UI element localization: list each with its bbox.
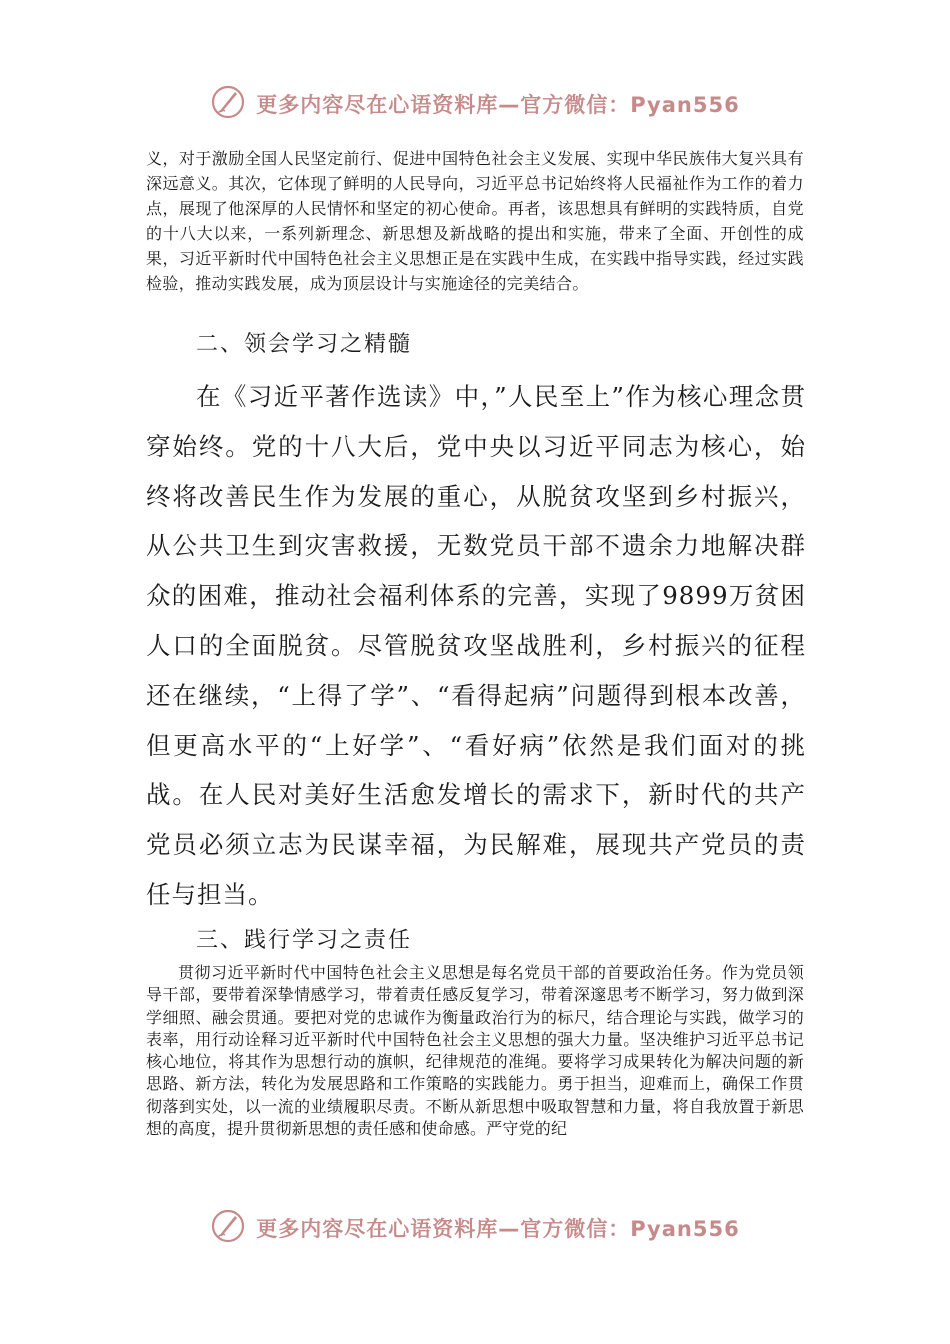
quill-circle-icon — [210, 1208, 246, 1248]
section-heading-2: 二、领会学习之精髓 — [196, 332, 413, 357]
footer-watermark-banner — [0, 1208, 950, 1248]
paragraph-section-3: 贯彻习近平新时代中国特色社会主义思想是每名党员干部的首要政治任务。作为党员领导干部，要带着深挚情感学习，带着责任感反复学习，带着深邃思考不断学习，努力做到深学细照、融会贯通。要把对党的忠诚作为衡量政治行为的标尺，结合理论与实践，做学习的表率，用行动诠释习近平新时代中国特色社会主义思想的强大力量。坚决维护习近平总书记核心地位，将其作为思想行动的旗帜，纪律规范的准绳。要将学习成果转化为解决问题的新思路、新方法，转化为发展思路和工作策略的实践能力。勇于担当，迎难而上，确保工作贯彻落到实处，以一流的业绩履职尽责。不断从新思想中吸取智慧和力量，将自我放置于新思想的高度，提升贯彻新思想的责任感和使命感。严守党的纪 — [146, 963, 804, 1139]
banner-text: 更多内容尽在心语资料库—官方微信：Pyan556 — [256, 93, 740, 117]
quill-circle-icon — [210, 84, 246, 124]
paragraph-section-2: 在《习近平著作选读》中，”人民至上”作为核心理念贯穿始终。党的十八大后，党中央以习近平同志为核心，始终将改善民生作为发展的重心，从脱贫攻坚到乡村振兴，从公共卫生到灾害救援，无数党员干部不遗余力地解决群众的困难，推动社会福利体系的完善，实现了9899万贫困人口的全面脱贫。尽管脱贫攻坚战胜利，乡村振兴的征程还在继续，“上得了学”、“看得起病”问题得到根本改善，但更高水平的“上好学”、“看好病”依然是我们面对的挑战。在人民对美好生活愈发增长的需求下，新时代的共产党员必须立志为民谋幸福，为民解难，展现共产党员的责任与担当。 — [146, 382, 806, 909]
paragraph-continued: 义，对于激励全国人民坚定前行、促进中国特色社会主义发展、实现中华民族伟大复兴具有深远意义。其次，它体现了鲜明的人民导向，习近平总书记始终将人民福祉作为工作的着力点，展现了他深厚的人民情怀和坚定的初心使命。再者，该思想具有鲜明的实践特质，自党的十八大以来，一系列新理念、新思想及新战略的提出和实施，带来了全面、开创性的成果，习近平新时代中国特色社会主义思想正是在实践中生成，在实践中指导实践，经过实践检验，推动实践发展，成为顶层设计与实施途径的完美结合。 — [146, 149, 804, 293]
header-watermark-banner — [0, 84, 950, 124]
banner-text: 更多内容尽在心语资料库—官方微信：Pyan556 — [256, 1217, 740, 1241]
section-heading-3: 三、践行学习之责任 — [196, 928, 413, 953]
